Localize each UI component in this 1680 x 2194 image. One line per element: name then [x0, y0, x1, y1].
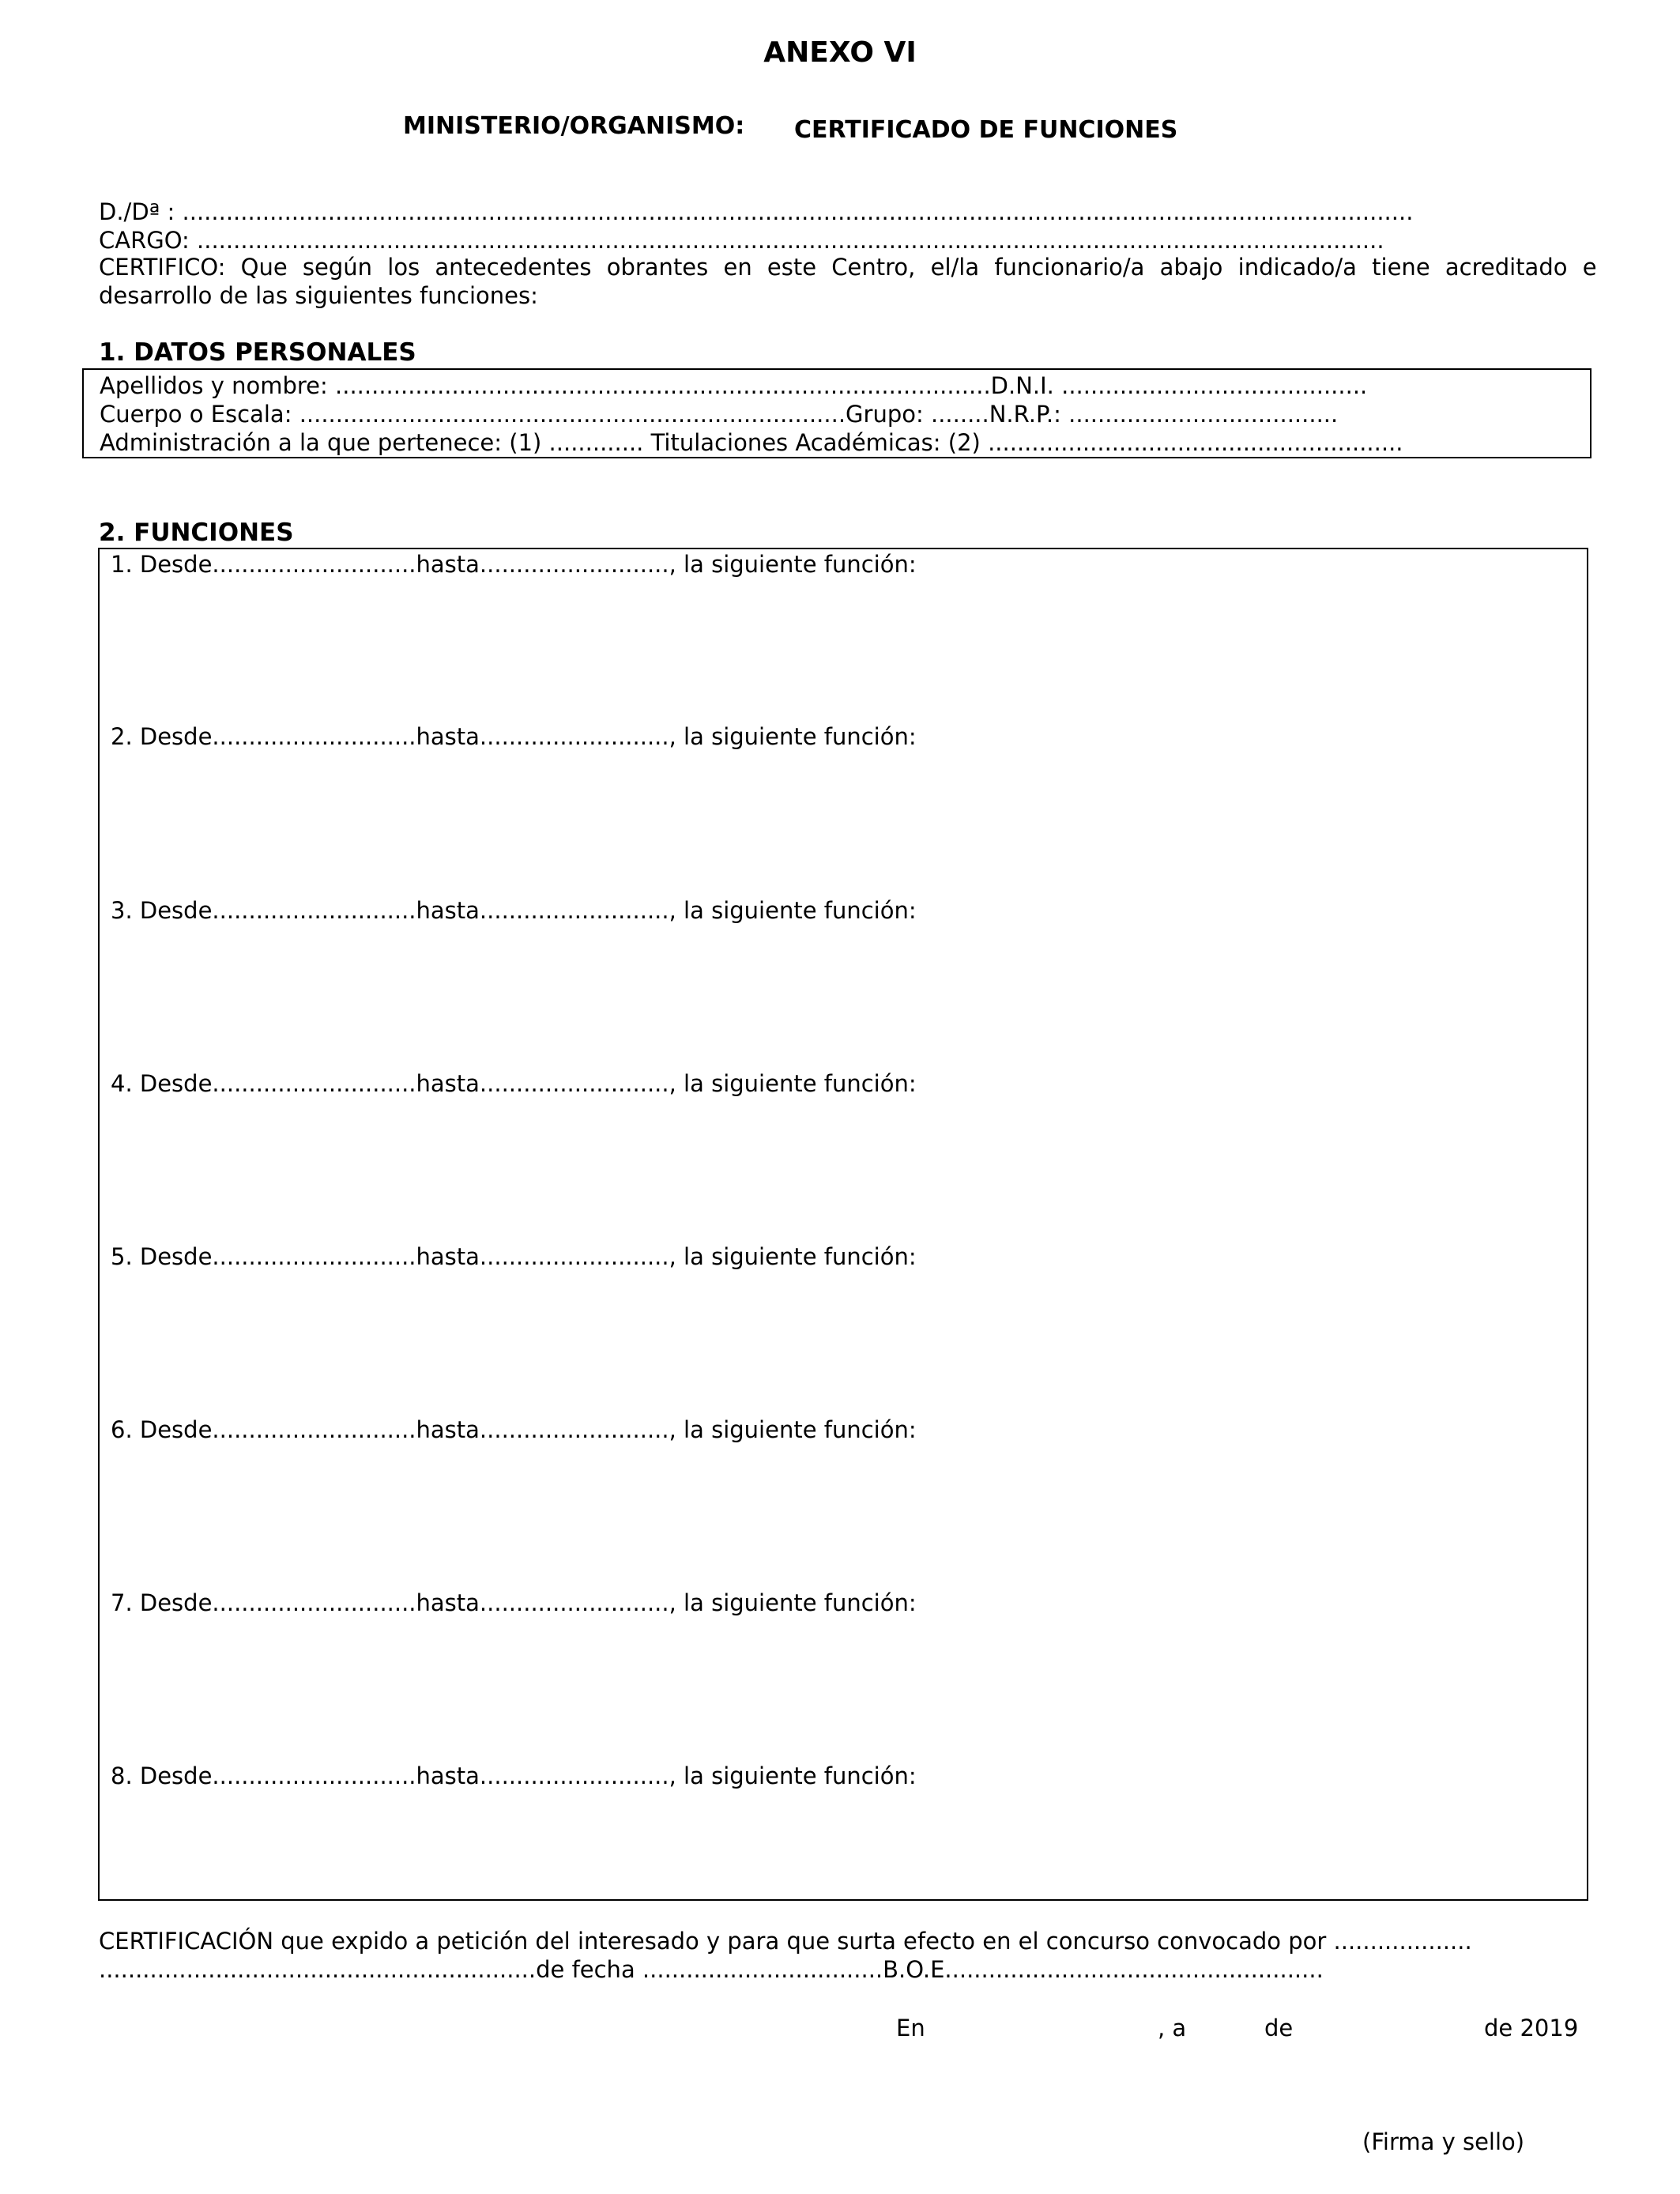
- apellidos-dni-row: Apellidos y nombre: ..........................................................................................D.N.I. ..........................................: [100, 372, 1368, 399]
- funcion-item-4: 4. Desde............................hasta.........................., la siguiente función:: [111, 1070, 917, 1097]
- funciones-box: [98, 548, 1588, 1901]
- certificacion-line-1: CERTIFICACIÓN que expido a petición del interesado y para que surta efecto en el concurso convocado por ...................: [99, 1928, 1472, 1955]
- funcion-item-2: 2. Desde............................hasta.........................., la siguiente función:: [111, 723, 917, 750]
- certifico-text: [99, 253, 1604, 281]
- lugar-label: En: [896, 2015, 925, 2041]
- certificacion-line-2: ............................................................de fecha .................................B.O.E....................................................: [99, 1956, 1324, 1983]
- firma-sello-label: (Firma y sello): [1362, 2128, 1525, 2155]
- cuerpo-grupo-nrp-row: Cuerpo o Escala: ...........................................................................Grupo: ........N.R.P.: .....................................: [100, 401, 1339, 428]
- section-title-funciones: 2. FUNCIONES: [99, 518, 294, 547]
- dia-label: , a: [1158, 2015, 1187, 2041]
- cargo-field-line: CARGO: ...................................................................................................................................................................: [99, 227, 1384, 254]
- year-label: de 2019: [1484, 2015, 1579, 2041]
- funcion-item-6: 6. Desde............................hasta.........................., la siguiente función:: [111, 1416, 917, 1443]
- desarrollo-text: desarrollo de las siguientes funciones:: [99, 282, 538, 309]
- funcion-item-5: 5. Desde............................hasta.........................., la siguiente función:: [111, 1243, 917, 1270]
- funcion-item-3: 3. Desde............................hasta.........................., la siguiente función:: [111, 897, 917, 924]
- page-title: ANEXO VI: [763, 36, 917, 69]
- administracion-titulaciones-row: Administración a la que pertenece: (1) ............. Titulaciones Académicas: (2) .........................................................: [100, 429, 1403, 456]
- funcion-item-1: 1. Desde............................hasta.........................., la siguiente función:: [111, 551, 917, 578]
- datos-personales-box: [82, 368, 1591, 458]
- mes-label: de: [1264, 2015, 1294, 2041]
- certifico-text-content: CERTIFICO: Que según los antecedentes obrantes en este Centro, el/la funcionario/a abajo indicado/a tiene acreditado e: [99, 254, 1597, 281]
- dd-field-line: D./Dª : .........................................................................................................................................................................: [99, 198, 1414, 225]
- funcion-item-7: 7. Desde............................hasta.........................., la siguiente función:: [111, 1589, 917, 1616]
- certificado-label: CERTIFICADO DE FUNCIONES: [794, 116, 1178, 144]
- funcion-item-8: 8. Desde............................hasta.........................., la siguiente función:: [111, 1762, 917, 1789]
- ministerio-label: MINISTERIO/ORGANISMO:: [403, 112, 745, 140]
- section-title-datos-personales: 1. DATOS PERSONALES: [99, 338, 416, 367]
